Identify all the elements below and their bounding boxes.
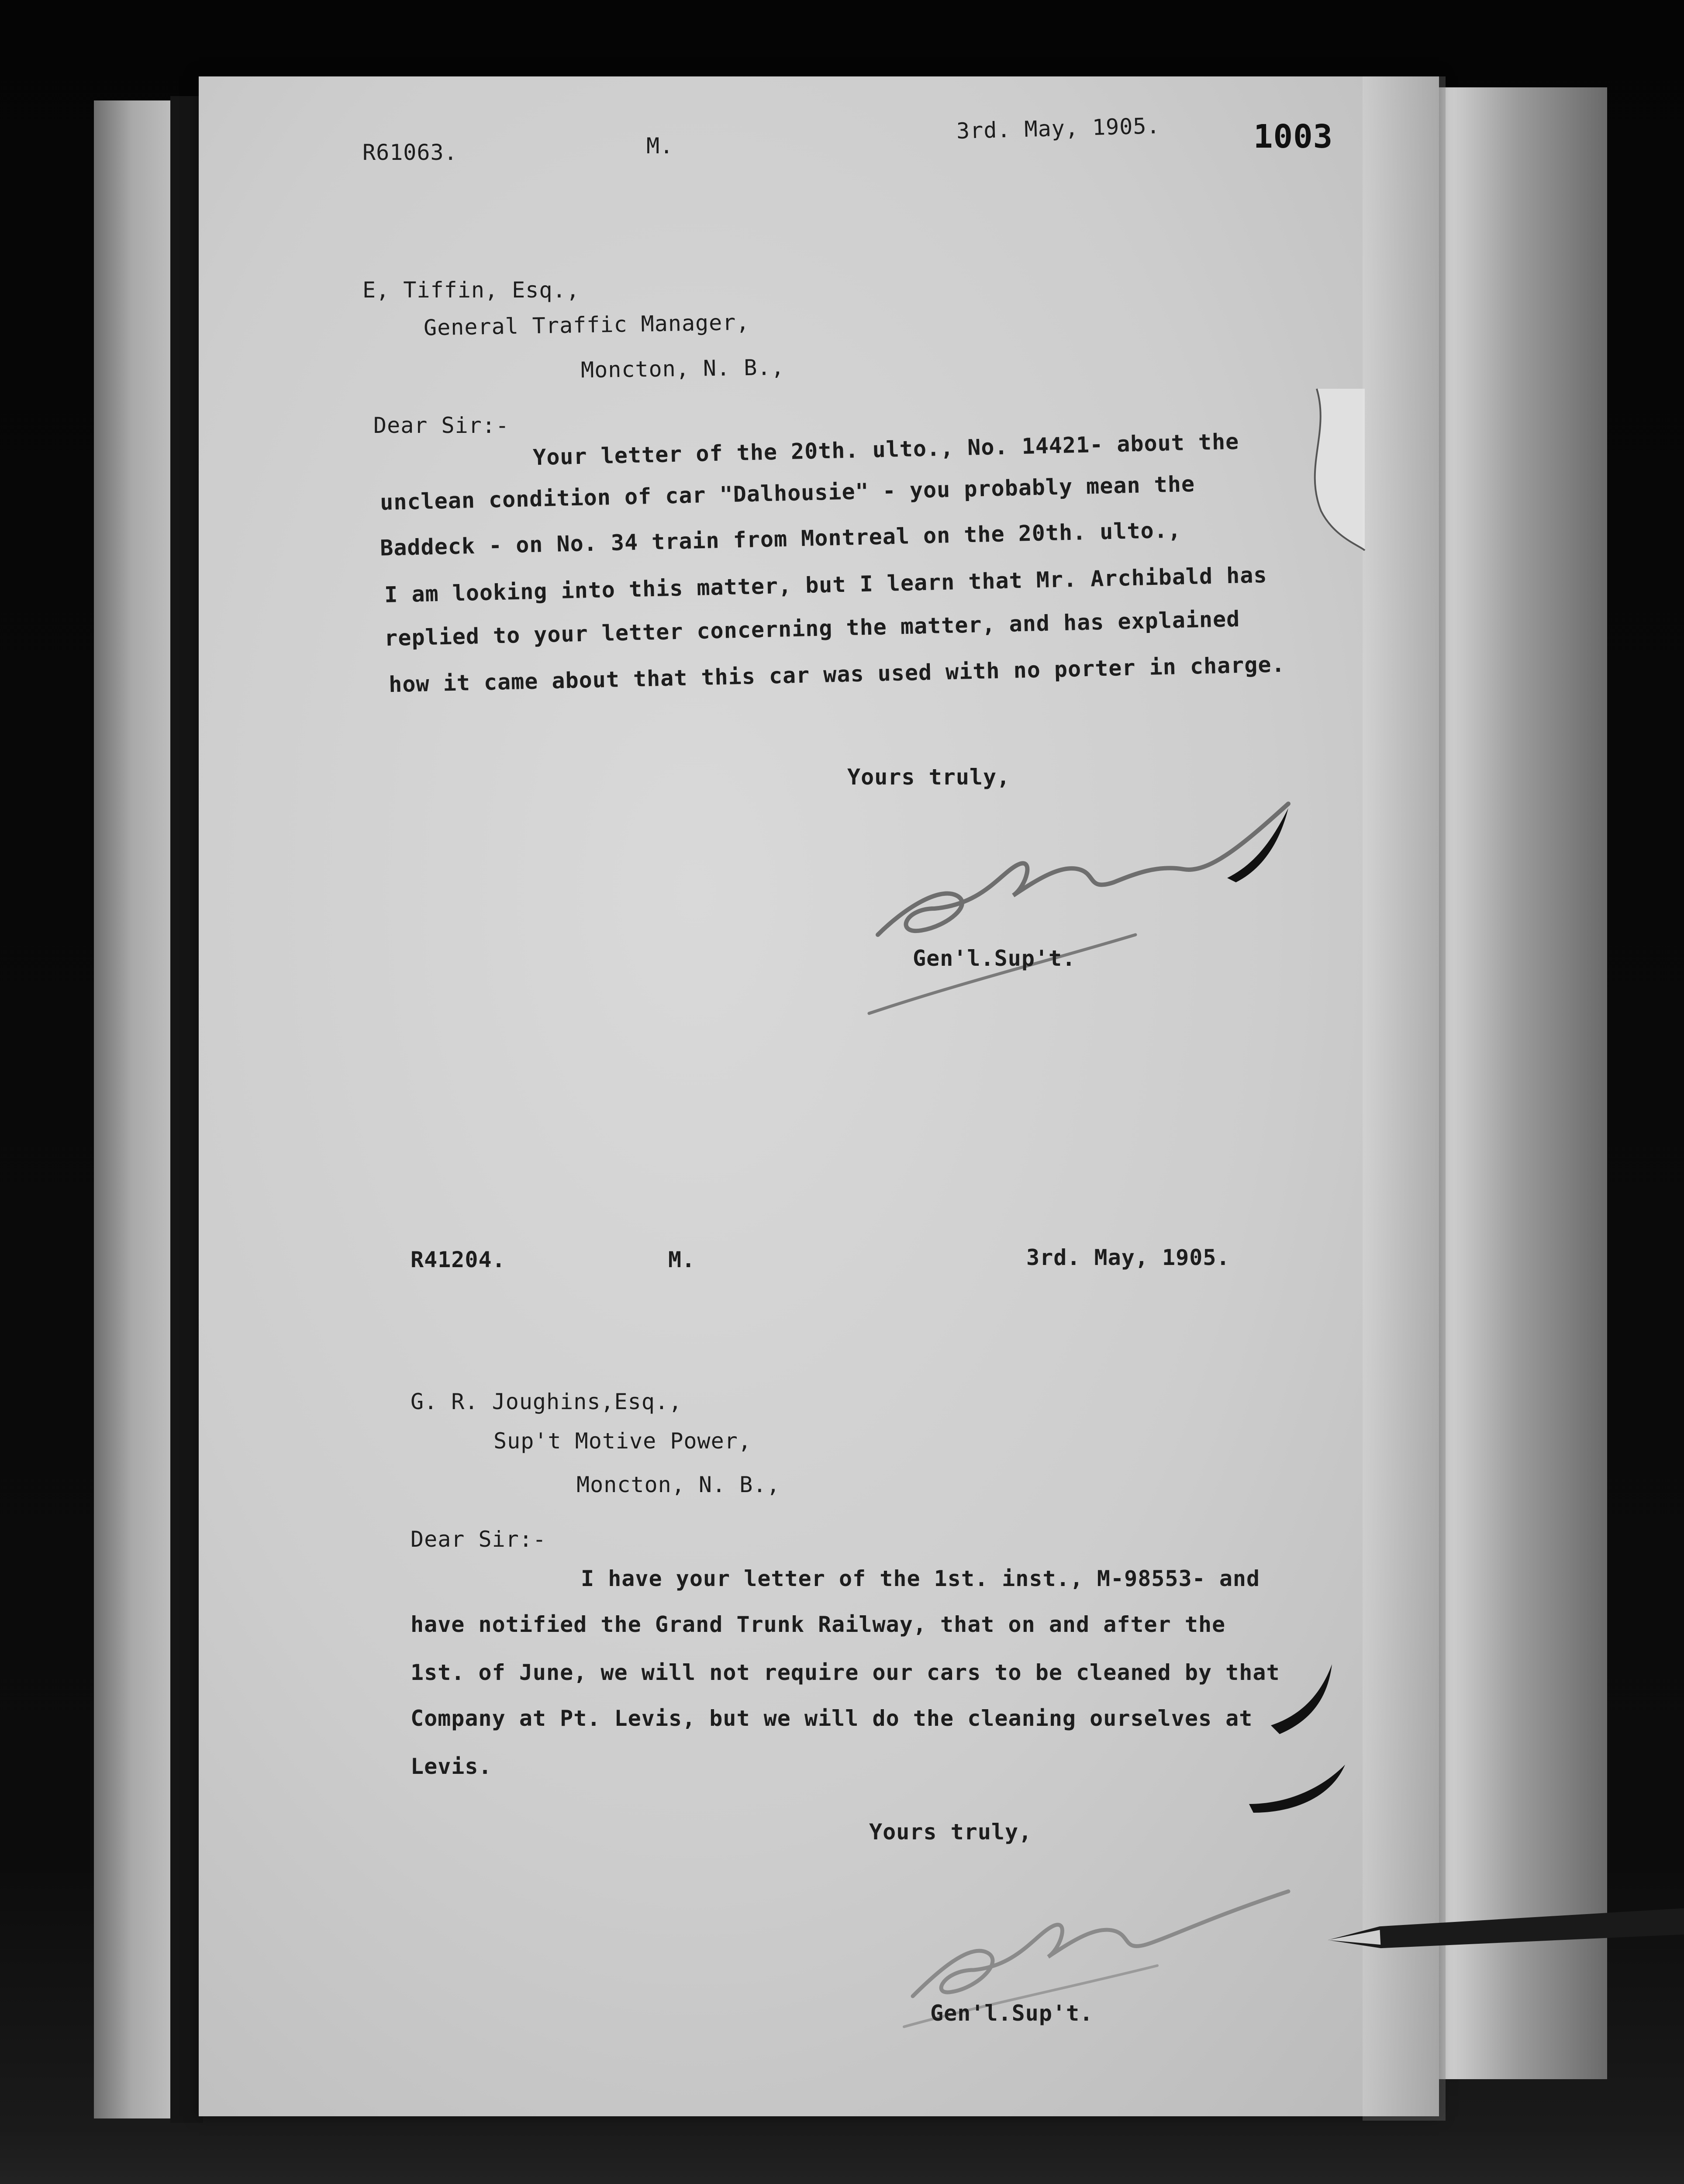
letter1-body-line: how it came about that this car was used with no porter in charge. [388,651,1286,698]
letter1-body-line: replied to your letter concerning the matter, and has explained [384,606,1240,651]
letter1-signoff: Gen'l.Sup't. [913,946,1076,971]
binding-shadow [170,96,203,2123]
ink-blot-marks [1245,1651,1358,1835]
folio-number: 1003 [1253,118,1333,156]
letter2-body-line: 1st. of June, we will not require our cars to be cleaned by that [411,1660,1280,1685]
letter1-body-line: Your letter of the 20th. ulto., No. 14421- about the [532,429,1239,470]
letter1-mark: M. [646,133,674,159]
letter2-body-line: Levis. [411,1754,492,1779]
letter1-salutation: Dear Sir:- [373,413,510,438]
letter2-mark: M. [668,1247,696,1272]
letter2-body-line: I have your letter of the 1st. inst., M-98553- and [581,1566,1260,1591]
letter2-body-line: Company at Pt. Levis, but we will do the cleaning ourselves at [411,1706,1253,1731]
letter2-closing: Yours truly, [869,1819,1032,1845]
letter1-closing: Yours truly, [847,764,1011,790]
letter1-body-line: unclean condition of car "Dalhousie" - you probably mean the [380,471,1195,515]
letter2-date: 3rd. May, 1905. [1026,1245,1230,1270]
letter2-recipient-title: Sup't Motive Power, [493,1428,752,1454]
letter2-ref: R41204. [411,1247,506,1272]
letter2-signoff: Gen'l.Sup't. [930,2001,1094,2026]
letter1-recipient-name: E, Tiffin, Esq., [362,277,580,303]
letter2-body-line: have notified the Grand Trunk Railway, that on and after the [411,1612,1226,1637]
letter1-body-line: I am looking into this matter, but I learn that Mr. Archibald has [384,562,1268,608]
letter1-ref: R61063. [362,140,458,165]
letter1-recipient-place: Moncton, N. B., [580,354,785,383]
page-tear-mark [1299,380,1369,555]
letter2-salutation: Dear Sir:- [411,1527,547,1552]
letter1-recipient-title: General Traffic Manager, [423,309,750,341]
page-edge-fold [1363,76,1446,2121]
letter2-recipient-place: Moncton, N. B., [576,1472,780,1497]
letter1-signature [852,778,1332,1031]
letter2-recipient-name: G. R. Joughins,Esq., [411,1389,683,1414]
letter1-body-line: Baddeck - on No. 34 train from Montreal on the 20th. ulto., [380,517,1182,561]
letter1-date: 3rd. May, 1905. [956,113,1161,144]
